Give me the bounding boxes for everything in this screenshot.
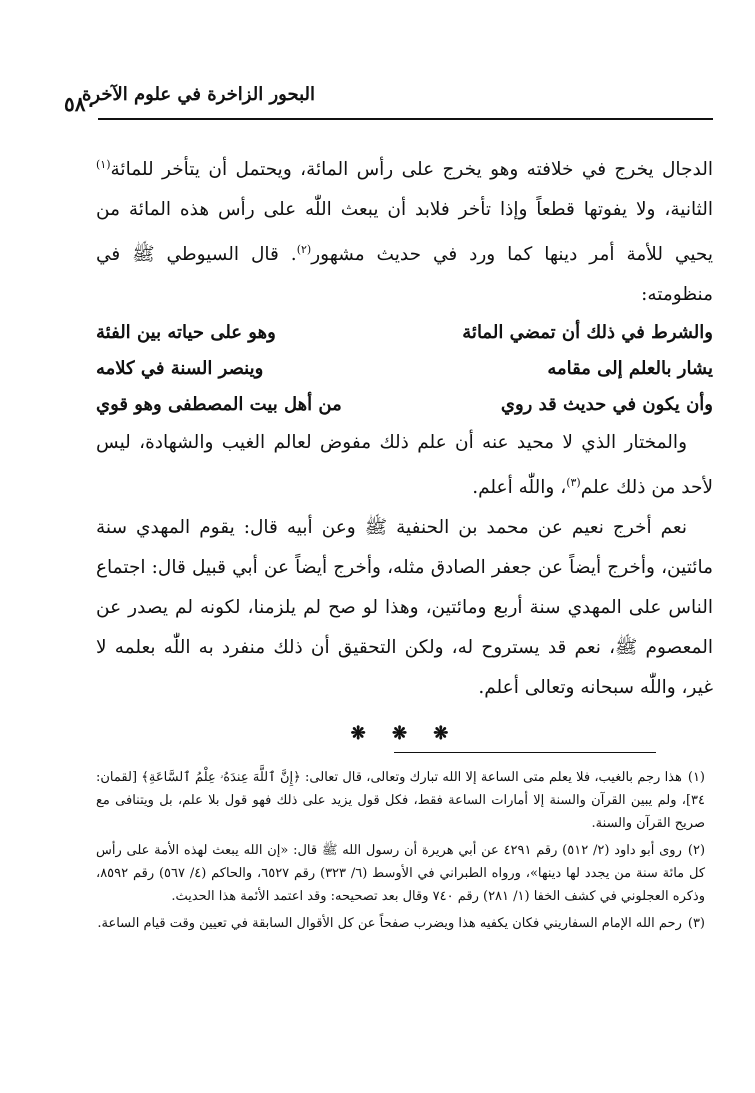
verse-second-hemistich: من أهل بيت المصطفى وهو قوي (96, 394, 342, 416)
paragraph-2 (96, 423, 713, 508)
verse-first-hemistich: وأن يكون في حديث قد روي (500, 394, 713, 416)
footnote-text: رحم الله الإمام السفاريني فكان يكفيه هذا ويضرب صفحاً عن كل الأقوال السابقة في تعيين وقت قيام الساعة. (97, 916, 682, 931)
paragraph-1-part-c: الثانية، ولا يفوتها قطعاً وإذا تأخر فلابد أن يبعث اللّٰه على رأس هذه المائة من يحيي للأمة أمر دينها كما ورد في حديث مشهور (96, 199, 714, 266)
verse (96, 351, 713, 387)
verse (96, 387, 713, 423)
footnote-text: هذا رجم بالغيب، فلا يعلم متى الساعة إلا الله تبارك وتعالى، قال تعالى: ﴿إِنَّ ٱللَّهَ عِندَهُۥ عِلْمُ ٱلسَّاعَةِ﴾ [لقمان: ٣٤]، ولم يبين القرآن والسنة إلا أمارات الساعة فقط، فكل قول يزيد على ذلك فهو قول بلا علم، بل ويتنافى مع صريح القرآن والسنة. (96, 770, 705, 831)
header-divider (98, 118, 713, 120)
running-title: البحور الزاخرة في علوم الآخرة (81, 84, 315, 105)
main-text (96, 145, 713, 754)
verse-first-hemistich: يشار بالعلم إلى مقامه (547, 358, 713, 380)
paragraph-1-part-a: الدجال يخرج في خلافته وهو يخرج على رأس المائة، ويحتمل أن يتأخر (162, 159, 713, 181)
footnotes (96, 766, 705, 939)
footnote-number: (٣) (687, 916, 705, 931)
paragraph-3: نعم أخرج نعيم عن محمد بن الحنفية ﷺ وعن أبيه قال: يقوم المهدي سنة مائتين، وأخرج أيضاً عن جعفر الصادق مثله، وأخرج أيضاً عن أبي قبيل قال: اجتماع الناس على المهدي سنة أربع ومائتين، وهذا لو صح لم يلزمنا، لكونه لم يصدر عن المعصوم ﷺ، نعم قد يستروح له، ولكن التحقيق أن ذلك منفرد به اللّٰه بعلمه لا غير، واللّٰه سبحانه وتعالى أعلم. (96, 517, 713, 699)
paragraph-2-part-a: والمختار الذي لا محيد عنه أن علم ذلك مفوض لعالم الغيب والشهادة، ليس لأحد من ذلك علم (96, 432, 713, 499)
paragraph-1-part-d: . قال السيوطي ﷺ في منظومته: (96, 244, 713, 306)
footnote-text: روى أبو داود (٢/ ٥١٢) رقم ٤٢٩١ عن أبي هريرة أن رسول الله ﷺ قال: «إن الله يبعث لهذه الأمة على رأس كل مائة سنة من يجدد لها دينها»، ورواه الطبراني في الأوسط (٦/ ٣٢٣) رقم ٦٥٢٧، والحاكم (٤/ ٥٦٧) رقم ٨٥٩٢، وذكره العجلوني في كشف الخفا (١/ ٢٨١) رقم ٧٤٠ وقال بعد تصحيحه: وقد اعتمد الأئمة هذا الحديث. (96, 843, 706, 904)
footnote (96, 839, 705, 908)
verse-second-hemistich: وهو على حياته بين الفئة (96, 322, 276, 344)
poem (96, 315, 713, 423)
footnote-ref-2[interactable]: (٢) (296, 243, 312, 257)
footnote-ref-1[interactable]: (١) (96, 158, 111, 171)
verse-second-hemistich: وينصر السنة في كلامه (96, 358, 264, 380)
section-separator: ❋ ❋ ❋ (350, 723, 459, 745)
verse (96, 315, 713, 351)
footnote (96, 912, 705, 935)
footnote (96, 766, 705, 835)
page-number: ٥٨٠ (64, 92, 97, 116)
paragraph-1-part-b: للمائة (110, 159, 154, 181)
footnote-number: (٢) (687, 843, 706, 858)
paragraph-2-part-b: ، واللّٰه أعلم. (472, 477, 567, 499)
footnote-number: (١) (687, 770, 705, 785)
footnote-ref-3[interactable]: (٣) (566, 476, 581, 490)
footnote-divider (394, 752, 656, 753)
paragraph-1 (96, 145, 713, 315)
verse-first-hemistich: والشرط في ذلك أن تمضي المائة (462, 322, 713, 344)
